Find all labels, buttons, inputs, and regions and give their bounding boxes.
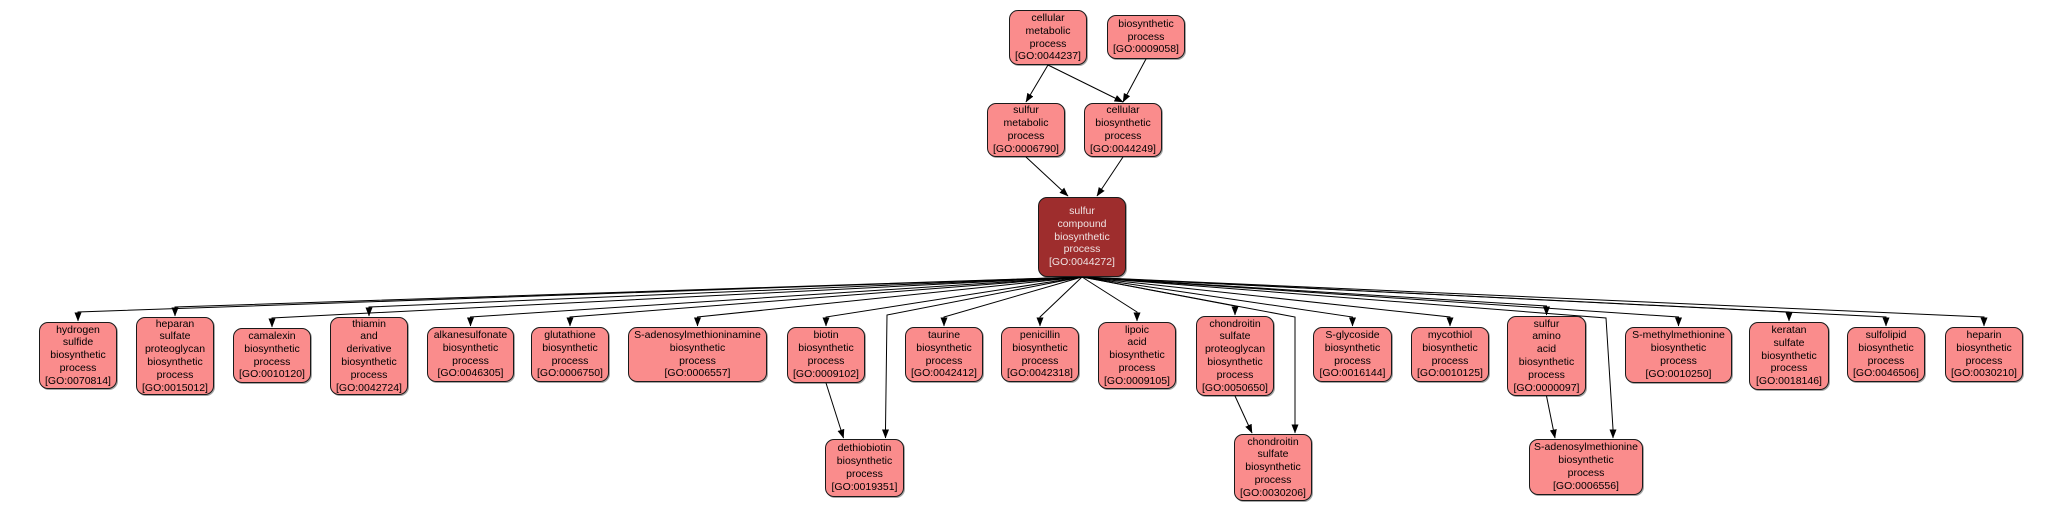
edge-sulfur-compound-biosynthetic-process--heparan-sulfate-proteoglycan-biosynthetic-process (175, 277, 1082, 316)
edge-sulfur-compound-biosynthetic-process--keratan-sulfate-biosynthetic-process (1082, 277, 1789, 321)
go-term-text: process (807, 355, 845, 367)
go-id: [GO:0010125] (1417, 367, 1483, 380)
go-term-text: proteoglycan (144, 343, 206, 356)
edge-sulfur-compound-biosynthetic-process--chondroitin-sulfate-proteoglycan-biosynthetic-process (1082, 277, 1235, 315)
go-term-text: sulfate (1219, 330, 1251, 343)
go-term-text: process (1867, 354, 1905, 367)
go-node-hydrogen-sulfide-biosynthetic-process[interactable] (39, 322, 117, 389)
go-term-text: biosynthetic (244, 342, 300, 355)
go-id: [GO:0030206] (1240, 486, 1306, 499)
go-term-text: biosynthetic (669, 341, 726, 354)
go-node-heparin-biosynthetic-process[interactable] (1945, 327, 2023, 382)
go-term-text: cellular (1106, 104, 1140, 117)
edge-sulfur-compound-biosynthetic-process--penicillin-biosynthetic-process (1040, 277, 1082, 326)
go-term-text: biosynthetic (341, 356, 397, 368)
go-id: [GO:0006556] (1553, 479, 1619, 492)
edge-sulfur-compound-biosynthetic-process--sulfur-amino-acid-biosynthetic-process (1082, 277, 1547, 315)
go-term-text: sulfur (1533, 317, 1560, 330)
go-id: [GO:0006750] (537, 367, 603, 380)
go-id: [GO:0015012] (142, 381, 208, 394)
go-term-text: biosynthetic (1109, 349, 1165, 362)
go-id: [GO:0050650] (1202, 381, 1268, 394)
go-term-text: alkanesulfonate (433, 328, 508, 341)
go-term-text: sulfate (1257, 448, 1289, 461)
go-id: [GO:0042412] (911, 367, 977, 380)
go-id: [GO:0044249] (1090, 142, 1156, 155)
go-term-text: S-glycoside (1325, 328, 1380, 341)
go-term-text: biosynthetic (916, 341, 972, 354)
go-term-text: process (1567, 467, 1605, 479)
go-term-text: process (1118, 361, 1156, 374)
go-term-text: amino (1532, 330, 1561, 343)
go-term-text: biosynthetic (1422, 341, 1478, 354)
go-id: [GO:0042318] (1007, 367, 1073, 380)
go-term-text: process (1216, 368, 1254, 381)
edge-cellular-biosynthetic-process--sulfur-compound-biosynthetic-process (1097, 157, 1123, 196)
edge-chondroitin-sulfate-proteoglycan-biosynthetic-process--chondroitin-sulfate-biosynthetic-process (1235, 396, 1252, 433)
go-term-text: process (350, 368, 388, 381)
go-id: [GO:0070814] (45, 374, 111, 387)
go-term-text: process (1528, 368, 1565, 381)
edge-biosynthetic-process--cellular-biosynthetic-process (1123, 59, 1146, 102)
go-term-text: biosynthetic (1761, 349, 1817, 362)
go-node-heparan-sulfate-proteoglycan-biosynthetic-process[interactable] (136, 317, 214, 395)
go-term-text: acid (1536, 343, 1557, 356)
go-term-text: chondroitin (1209, 317, 1261, 330)
go-term-text: process (1063, 243, 1101, 256)
edge-sulfur-compound-biosynthetic-process--biotin-biosynthetic-process (826, 277, 1082, 326)
go-node-taurine-biosynthetic-process[interactable] (905, 327, 983, 382)
go-term-text: process (1334, 354, 1371, 367)
go-node-lipoic-acid-biosynthetic-process[interactable] (1098, 322, 1176, 389)
go-id: [GO:0046305] (437, 367, 504, 380)
go-id: [GO:0044272] (1049, 256, 1115, 269)
edge-cellular-metabolic-process--sulfur-metabolic-process (1026, 65, 1048, 102)
go-term-text: biosynthetic (1558, 454, 1614, 467)
go-term-text: thiamin (352, 317, 386, 330)
go-term-text: hydrogen (56, 323, 100, 336)
go-term-text: S-adenosylmethioninamine (634, 328, 761, 341)
go-term-text: acid (1127, 336, 1147, 349)
go-term-text: glutathione (544, 328, 596, 341)
go-term-text: biosynthetic (542, 341, 598, 354)
go-node-biotin-biosynthetic-process[interactable] (787, 327, 865, 383)
go-term-text: biosynthetic (1324, 341, 1381, 354)
go-term-text: heparin (1966, 328, 2002, 341)
go-term-text: biosynthetic (1518, 356, 1575, 368)
go-node-sulfur-amino-acid-biosynthetic-process[interactable] (1507, 316, 1586, 396)
go-id: [GO:0000097] (1513, 381, 1580, 394)
go-node-glutathione-biosynthetic-process[interactable] (531, 327, 609, 382)
go-id: [GO:0009058] (1113, 43, 1179, 56)
go-node-s-methylmethionine-biosynthetic-process[interactable] (1625, 327, 1732, 383)
go-term-text: sulfate (159, 330, 191, 343)
go-node-chondroitin-sulfate-proteoglycan-biosynthetic-process[interactable] (1196, 316, 1274, 396)
go-node-alkanesulfonate-biosynthetic-process[interactable] (427, 327, 514, 382)
go-node-biosynthetic-process[interactable] (1107, 15, 1185, 59)
go-term-text: process (1104, 130, 1142, 142)
go-id: [GO:0006557] (664, 367, 731, 380)
go-term-text: sulfate (1773, 336, 1805, 349)
go-term-text: S-methylmethionine (1632, 329, 1725, 342)
go-node-cellular-metabolic-process[interactable] (1009, 10, 1087, 65)
edge-biotin-biosynthetic-process--dethiobiotin-biosynthetic-process (826, 383, 844, 438)
go-term-text: biosynthetic (1245, 461, 1301, 474)
go-term-text: camalexin (248, 329, 296, 342)
go-term-text: biosynthetic (1118, 17, 1174, 30)
go-term-text: biosynthetic (1956, 341, 2012, 354)
go-term-text: biotin (813, 329, 839, 342)
go-node-chondroitin-sulfate-biosynthetic-process[interactable] (1234, 434, 1312, 501)
edge-sulfur-compound-biosynthetic-process--taurine-biosynthetic-process (944, 277, 1082, 326)
go-id: [GO:0044237] (1015, 50, 1081, 63)
go-term-text: biosynthetic (50, 349, 106, 362)
go-term-text: lipoic (1125, 323, 1149, 336)
edge-sulfur-metabolic-process--sulfur-compound-biosynthetic-process (1026, 157, 1068, 196)
go-node-sulfolipid-biosynthetic-process[interactable] (1847, 327, 1925, 382)
go-term-text: compound (1057, 217, 1107, 230)
go-term-text: derivative (346, 343, 392, 356)
go-term-text: heparan (155, 317, 195, 330)
go-node-cellular-biosynthetic-process[interactable] (1084, 103, 1162, 157)
go-term-text: cellular (1031, 11, 1065, 24)
go-term-text: process (1254, 473, 1292, 486)
go-id: [GO:0006790] (993, 142, 1059, 155)
edge-sulfur-compound-biosynthetic-process--lipoic-acid-biosynthetic-process (1082, 277, 1137, 321)
go-term-text: sulfur (1013, 104, 1039, 117)
go-node-s-adenosylmethionine-biosynthetic-process[interactable] (1529, 439, 1643, 495)
go-node-keratan-sulfate-biosynthetic-process[interactable] (1749, 322, 1829, 390)
go-term-text: biosynthetic (1012, 341, 1068, 354)
go-term-text: biosynthetic (1650, 342, 1707, 355)
go-term-text: process (452, 354, 489, 367)
edge-sulfur-compound-biosynthetic-process--hydrogen-sulfide-biosynthetic-process (78, 277, 1082, 321)
go-term-text: process (59, 361, 97, 374)
go-term-text: process (846, 468, 883, 480)
go-term-text: taurine (927, 328, 961, 341)
go-id: [GO:0019351] (831, 480, 898, 493)
go-node-mycothiol-biosynthetic-process[interactable] (1411, 327, 1489, 382)
go-id: [GO:0009105] (1104, 374, 1170, 387)
go-id: [GO:0042724] (336, 381, 402, 394)
go-node-camalexin-biosynthetic-process[interactable] (233, 328, 311, 383)
go-id: [GO:0018146] (1756, 375, 1822, 388)
go-term-text: process (679, 354, 716, 367)
go-term-text: biosynthetic (1858, 341, 1914, 354)
go-node-sulfur-metabolic-process[interactable] (987, 103, 1065, 157)
edge-sulfur-compound-biosynthetic-process--glutathione-biosynthetic-process (570, 277, 1082, 326)
go-term-text: process (1965, 354, 2003, 367)
go-term-text: biosynthetic (1207, 356, 1263, 368)
go-term-text: and (360, 330, 378, 343)
go-node-s-adenosylmethioninamine-biosynthetic-process[interactable] (628, 327, 767, 382)
go-term-text: sulfolipid (1865, 328, 1907, 341)
go-node-thiamin-and-derivative-biosynthetic-process[interactable] (330, 317, 408, 395)
go-term-text: sulfide (62, 336, 94, 349)
go-term-text: sulfur (1069, 205, 1095, 217)
go-term-text: process (925, 354, 963, 367)
go-term-text: process (1007, 130, 1045, 142)
go-term-text: process (551, 354, 589, 367)
go-term-text: process (1431, 354, 1469, 367)
go-term-text: process (1660, 355, 1697, 367)
go-id: [GO:0030210] (1951, 367, 2017, 380)
go-term-text: chondroitin (1247, 435, 1299, 448)
edge-cellular-metabolic-process--cellular-biosynthetic-process (1048, 65, 1123, 102)
go-term-text: process (1127, 30, 1165, 43)
go-term-text: process (1770, 362, 1808, 375)
go-term-text: biosynthetic (798, 342, 854, 355)
go-term-text: metabolic (1025, 24, 1071, 37)
go-term-text: process (1021, 354, 1059, 367)
go-node-penicillin-biosynthetic-process[interactable] (1001, 327, 1079, 382)
go-id: [GO:0009102] (793, 367, 859, 380)
go-term-text: proteoglycan (1204, 343, 1266, 356)
go-term-text: metabolic (1003, 117, 1049, 130)
go-id: [GO:0046506] (1853, 367, 1919, 380)
go-term-text: biosynthetic (1054, 230, 1110, 243)
go-term-text: S-adenosylmethionine (1534, 441, 1638, 454)
go-term-text: biosynthetic (442, 341, 499, 354)
go-term-text: process (253, 355, 291, 368)
go-id: [GO:0016144] (1319, 367, 1386, 380)
go-term-text: keratan (1771, 324, 1807, 336)
edge-sulfur-compound-biosynthetic-process--s-adenosylmethioninamine-biosynthetic-process (698, 277, 1083, 326)
go-term-text: biosynthetic (1095, 117, 1151, 130)
edge-sulfur-compound-biosynthetic-process--thiamin-and-derivative-biosynthetic-process (369, 277, 1082, 316)
edge-sulfur-compound-biosynthetic-process--alkanesulfonate-biosynthetic-process (471, 277, 1083, 326)
go-term-text: mycothiol (1427, 328, 1473, 341)
go-id: [GO:0010120] (239, 368, 305, 381)
go-node-sulfur-compound-biosynthetic-process[interactable] (1038, 197, 1126, 277)
go-term-text: dethiobiotin (837, 442, 892, 455)
go-term-text: process (1029, 37, 1067, 50)
go-term-text: biosynthetic (836, 455, 893, 468)
go-term-text: process (156, 368, 194, 381)
edge-sulfur-amino-acid-biosynthetic-process--s-adenosylmethionine-biosynthetic-process (1547, 396, 1556, 438)
go-term-text: biosynthetic (147, 356, 203, 368)
go-term-text: penicillin (1019, 328, 1061, 341)
go-id: [GO:0010250] (1645, 367, 1712, 380)
edge-sulfur-compound-biosynthetic-process--s-methylmethionine-biosynthetic-process (1082, 277, 1679, 326)
go-node-dethiobiotin-biosynthetic-process[interactable] (825, 439, 904, 497)
go-node-s-glycoside-biosynthetic-process[interactable] (1313, 327, 1392, 382)
